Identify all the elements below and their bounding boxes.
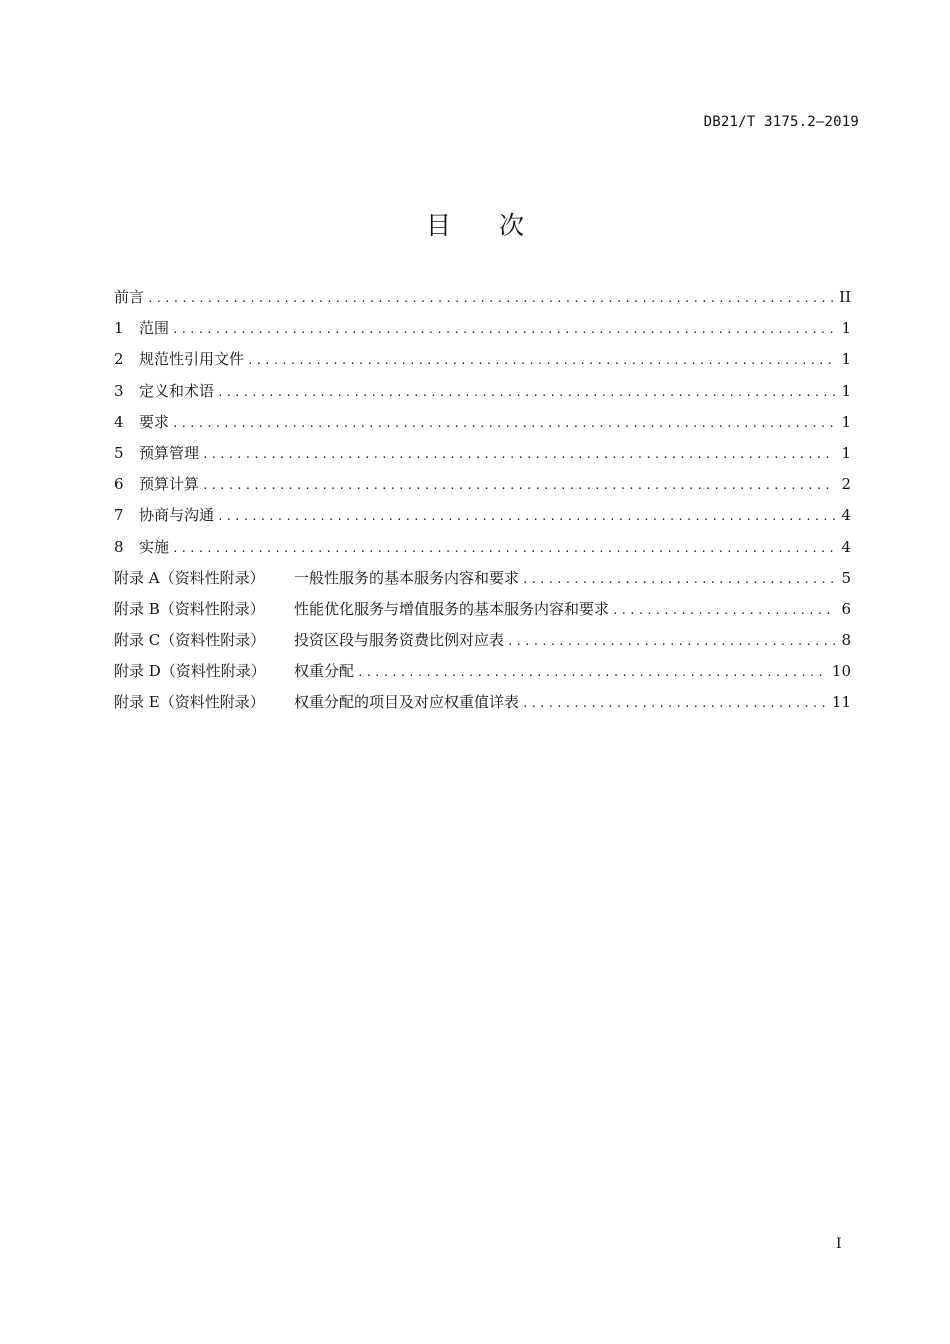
table-of-contents	[114, 286, 851, 723]
toc-dot-leader	[202, 475, 835, 497]
toc-entry-appendix-d[interactable]	[114, 660, 851, 691]
toc-entry-number: 4	[114, 412, 124, 431]
toc-entry-section-3[interactable]	[114, 380, 851, 411]
toc-entry-label: 要求	[139, 412, 170, 431]
toc-entry-section-6[interactable]	[114, 473, 851, 504]
toc-entry-label: 范围	[139, 319, 170, 338]
toc-entry-label: 前言	[114, 288, 145, 306]
toc-entry-label: 协商与沟通	[139, 506, 215, 525]
toc-entry-section-5[interactable]	[114, 442, 851, 473]
toc-entry-page: 1	[841, 381, 851, 400]
toc-appendix-prefix: 附录 E（资料性附录）	[114, 693, 265, 712]
toc-entry-number: 5	[114, 443, 124, 462]
toc-dot-leader	[357, 662, 828, 684]
toc-dot-leader	[612, 600, 835, 622]
toc-dot-leader	[247, 350, 835, 372]
toc-entry-label: 实施	[139, 537, 170, 556]
toc-entry-page: 4	[841, 537, 851, 556]
toc-entry-appendix-b[interactable]	[114, 598, 851, 629]
toc-entry-number: 1	[114, 319, 124, 338]
toc-dot-leader	[217, 382, 835, 404]
toc-dot-leader	[202, 444, 835, 466]
toc-dot-leader	[172, 413, 835, 435]
toc-entry-appendix-c[interactable]	[114, 629, 851, 660]
page-number: I	[836, 1236, 842, 1252]
toc-dot-leader	[522, 569, 835, 591]
document-code: DB21/T 3175.2—2019	[703, 114, 859, 130]
toc-dot-leader	[172, 538, 835, 560]
toc-entry-label: 权重分配	[294, 662, 355, 681]
toc-entry-number: 3	[114, 381, 124, 400]
toc-entry-page: 1	[841, 443, 851, 462]
toc-appendix-prefix: 附录 A（资料性附录）	[114, 568, 265, 587]
toc-dot-leader	[522, 693, 828, 715]
toc-entry-section-2[interactable]	[114, 348, 851, 379]
toc-entry-number: 6	[114, 475, 124, 494]
page-title: 目次	[425, 211, 572, 240]
toc-dot-leader	[147, 288, 835, 310]
toc-entry-label: 规范性引用文件	[139, 350, 245, 369]
toc-entry-page: 11	[831, 693, 851, 712]
toc-entry-label: 权重分配的项目及对应权重值详表	[294, 693, 520, 712]
toc-entry-section-7[interactable]	[114, 504, 851, 535]
toc-entry-label: 性能优化服务与增值服务的基本服务内容和要求	[294, 599, 610, 618]
toc-entry-label: 定义和术语	[139, 381, 215, 400]
toc-entry-page: 1	[841, 319, 851, 338]
toc-appendix-prefix: 附录 D（资料性附录）	[114, 662, 266, 681]
toc-entry-label: 预算计算	[139, 475, 200, 494]
toc-entry-page: 1	[841, 412, 851, 431]
toc-entry-appendix-e[interactable]	[114, 691, 851, 722]
toc-entry-page: 10	[831, 662, 851, 681]
toc-appendix-prefix: 附录 B（资料性附录）	[114, 599, 265, 618]
toc-entry-page: 2	[841, 475, 851, 494]
toc-entry-number: 2	[114, 350, 124, 369]
toc-entry-page: 6	[841, 599, 851, 618]
toc-entry-appendix-a[interactable]	[114, 567, 851, 598]
toc-appendix-prefix: 附录 C（资料性附录）	[114, 631, 266, 650]
toc-entry-number: 7	[114, 506, 124, 525]
toc-entry-preface[interactable]	[114, 286, 851, 317]
toc-entry-section-1[interactable]	[114, 317, 851, 348]
toc-entry-page: 8	[841, 631, 851, 650]
toc-dot-leader	[217, 506, 835, 528]
toc-entry-page: 1	[841, 350, 851, 369]
toc-entry-number: 8	[114, 537, 124, 556]
toc-entry-label: 一般性服务的基本服务内容和要求	[294, 568, 520, 587]
toc-entry-page: 5	[841, 568, 851, 587]
toc-entry-section-8[interactable]	[114, 536, 851, 567]
toc-entry-page: 4	[841, 506, 851, 525]
toc-entry-label: 预算管理	[139, 443, 200, 462]
toc-dot-leader	[172, 319, 835, 341]
toc-entry-section-4[interactable]	[114, 411, 851, 442]
toc-dot-leader	[507, 631, 835, 653]
toc-entry-label: 投资区段与服务资费比例对应表	[294, 631, 505, 650]
toc-entry-page: II	[839, 288, 851, 306]
